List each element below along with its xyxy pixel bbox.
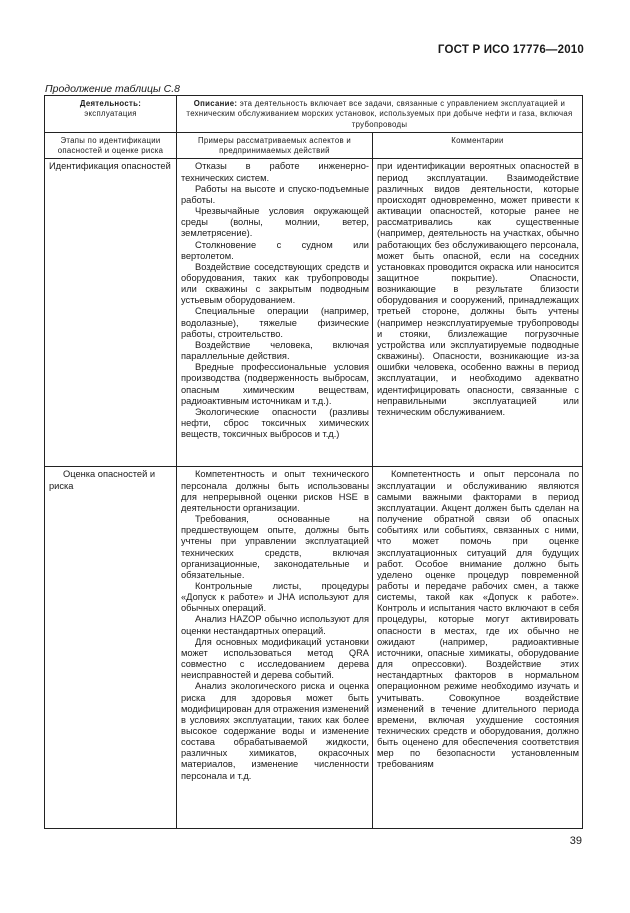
examples-cell	[177, 467, 373, 829]
description-text: эта деятельность включает все задачи, связанные с управлением эксплуатацией и техническим обслуживанием морских установок, используемых при добыче нефти и газа, включая трубопроводы	[186, 99, 573, 129]
comment-text: при идентификации вероятных опасностей в период эксплуатации. Взаимодействие различных видов деятельности, которые происходят одновременно, может привести к активации опасностей, которые ранее не рассматривались как существенные (например, деятельность на участках, обычно работающих без обслуживающего персонала, может быть опасной, если на соседних установках проводится окраска или наносится защитное покрытие). Опасности, возникающие в результате близости оборудования и сооружений, принадлежащих третьей стороне, должны быть учтены (например неэксплуатируемые трубопроводы и стояки, близлежащие погрузочные устройства или эксплуатируемые подводные скважины). Опасности, возникающие из-за ошибки человека, особенно важны в период эксплуатации, и необходимо адекватно идентифицировать опасности, связанные с неправильными эксплуатацией или техническим обслуживанием.	[377, 161, 579, 417]
activity-label: Деятельность:	[79, 99, 142, 108]
description-label: Описание:	[193, 99, 238, 108]
example-item: Компетентность и опыт технического персонала должны быть использованы для непрерывной оценки рисков HSE в деятельности организации.	[181, 469, 369, 513]
comment-text: Компетентность и опыт персонала по эксплуатации и обслуживанию являются самыми важными факторами в период эксплуатации. Акцент должен быть сделан на получение обратной связи об опасных событиях или событиях, связанных с ними, что может помочь при оценке эксплуатационных ситуаций для будущих работ. Особое внимание должно быть уделено оценке процедур повременной работы и передаче рабочих смен, а также системы, такой как «Допуск к работе». Контроль и испытания часто включают в себя процедуры, которые могут активировать опасности в местах, где их обычно не ожидают (например, радиоактивные источники, опасные химикаты, оборудование для опрессовки). Воздействие этих нестандартных факторов в нормальном операционном режиме необходимо изучать и учитывать. Совокупное воздействие изменений в течение длительного периода времени, включая ухудшение состояния технических средств и оборудования, должно быть оценено для обеспечения соответствия мер по безопасности установленным требованиям	[377, 469, 579, 770]
stage-name: Идентификация опасностей	[49, 161, 171, 172]
example-item: Работы на высоте и спуско-подъемные работы.	[181, 183, 369, 205]
example-item: Вредные профессиональные условия производства (подверженность выбросам, опасным химическим веществам, радиоактивным источникам и т.д.).	[181, 362, 369, 406]
comments-cell	[373, 159, 583, 467]
column-header-comments: Комментарии	[373, 132, 583, 159]
example-item: Отказы в работе инженерно-технических систем.	[181, 161, 369, 183]
example-item: Специальные операции (например, водолазные), тяжелые физические работы, строительство.	[181, 306, 369, 339]
activity-row	[45, 96, 583, 133]
table-row	[45, 159, 583, 467]
example-item: Воздействие соседствующих средств и оборудования, таких как трубопроводы или скважины с закрытым подводным устьевым оборудованием.	[181, 261, 369, 306]
example-item: Контрольные листы, процедуры «Допуск к работе» и JHA используют для обычных операций.	[181, 580, 369, 614]
activity-cell	[45, 96, 177, 133]
hazard-table	[44, 95, 583, 829]
example-item: Анализ HAZOP обычно используют для оценки нестандартных операций.	[181, 614, 369, 636]
comments-cell	[373, 467, 583, 829]
document-header: ГОСТ Р ИСО 17776—2010	[437, 44, 584, 56]
example-item: Анализ экологического риска и оценка риска для здоровья может быть модифицирован для отражения изменений в условиях эксплуатации, таких как более высокое содержание воды и изменение состава обрабатываемой жидкости, различных химикатов, окрасочных материалов, изменение численности персонала и т.д.	[181, 681, 369, 781]
page-number: 39	[569, 835, 582, 847]
column-headers-row	[45, 132, 583, 159]
description-cell	[177, 96, 583, 133]
activity-value: эксплуатация	[84, 109, 137, 119]
example-item: Для основных модификаций установки может использоваться метод QRA совместно с исследованием дерева неисправностей и дерева событий.	[181, 636, 369, 681]
example-item: Столкновение с судном или вертолетом.	[181, 239, 369, 261]
column-header-stage: Этапы по идентификации опасностей и оценке риска	[45, 132, 177, 159]
table-continuation-caption: Продолжение таблицы С.8	[45, 83, 180, 95]
column-header-examples: Примеры рассматриваемых аспектов и предпринимаемых действий	[177, 132, 373, 159]
example-item: Требования, основанные на предшествующем опыте, должны быть учтены при управлении эксплуатацией технических средств, включая организационные, законодательные и обязательные.	[181, 514, 369, 580]
example-item: Воздействие человека, включая параллельные действия.	[181, 339, 369, 362]
stage-cell	[45, 159, 177, 467]
stage-name: Оценка опасностей и риска	[49, 469, 156, 491]
example-item: Экологические опасности (разливы нефти, сброс токсичных химических веществ, токсичных выбросов и т.д.)	[181, 406, 369, 440]
example-item: Чрезвычайные условия окружающей среды (волны, молнии, ветер, землетрясение).	[181, 206, 369, 239]
examples-cell	[177, 159, 373, 467]
table-row	[45, 467, 583, 829]
stage-cell	[45, 467, 177, 829]
